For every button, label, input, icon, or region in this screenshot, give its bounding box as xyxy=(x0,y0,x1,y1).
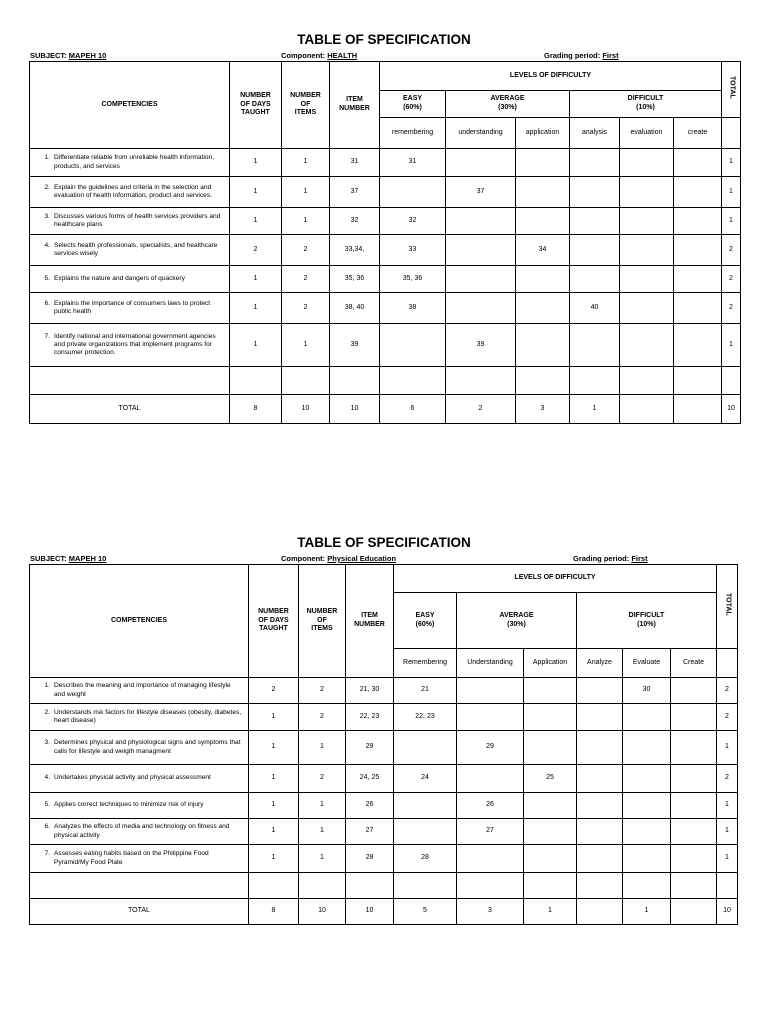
row-total-cell: 2 xyxy=(717,678,738,704)
application-cell xyxy=(524,819,577,845)
evaluation-cell xyxy=(623,704,671,731)
competency-number: 3. xyxy=(44,212,50,220)
table-row xyxy=(30,266,741,293)
item-number-cell: 26 xyxy=(346,793,394,819)
easy-header: EASY (60%) xyxy=(394,593,457,649)
total-application: 3 xyxy=(516,395,570,424)
evaluation-cell xyxy=(620,208,674,235)
days-taught-header: NUMBER OF DAYS TAUGHT xyxy=(230,62,282,149)
understanding-header: Understanding xyxy=(457,649,524,678)
competency-cell xyxy=(30,149,230,177)
items-count-cell: 1 xyxy=(299,819,346,845)
remembering-cell: 22, 23 xyxy=(394,704,457,731)
create-cell xyxy=(674,293,722,324)
remembering-cell xyxy=(380,324,446,367)
difficult-header: DIFFICULT (10%) xyxy=(570,91,722,118)
total-days: 8 xyxy=(249,899,299,925)
item-number-cell: 24, 25 xyxy=(346,765,394,793)
levels-of-difficulty-header: LEVELS OF DIFFICULTY xyxy=(394,565,717,593)
evaluation-cell: 30 xyxy=(623,678,671,704)
table-row xyxy=(30,819,738,845)
subject-value: MAPEH 10 xyxy=(68,554,107,563)
competencies-header: COMPETENCIES xyxy=(30,565,249,678)
days-taught-cell: 2 xyxy=(249,678,299,704)
understanding-cell: 26 xyxy=(457,793,524,819)
blank-row xyxy=(30,367,741,395)
grading-label: Grading period: xyxy=(573,554,630,563)
table-row xyxy=(30,731,738,765)
items-count-cell: 1 xyxy=(282,324,330,367)
remembering-cell xyxy=(380,177,446,208)
understanding-cell: 29 xyxy=(457,731,524,765)
remembering-header: Remembering xyxy=(394,649,457,678)
understanding-cell xyxy=(446,208,516,235)
items-count-cell: 1 xyxy=(299,793,346,819)
component-line xyxy=(281,51,357,60)
competency-number: 2. xyxy=(44,183,50,191)
item-number-cell: 21, 30 xyxy=(346,678,394,704)
create-cell xyxy=(674,235,722,266)
items-count-cell: 1 xyxy=(299,845,346,873)
grading-period-line xyxy=(573,554,648,563)
page-title: TABLE OF SPECIFICATION xyxy=(297,535,471,550)
create-header: create xyxy=(674,118,722,149)
grading-value: First xyxy=(602,51,619,60)
understanding-cell xyxy=(457,704,524,731)
remembering-header: remembering xyxy=(380,118,446,149)
item-number-cell: 28 xyxy=(346,845,394,873)
competency-cell xyxy=(30,266,230,293)
competency-rows xyxy=(30,678,738,873)
total-remembering: 5 xyxy=(394,899,457,925)
total-create xyxy=(674,395,722,424)
evaluation-cell xyxy=(623,819,671,845)
competency-number: 4. xyxy=(44,774,50,782)
remembering-cell: 21 xyxy=(394,678,457,704)
analysis-cell xyxy=(570,266,620,293)
competencies-header: COMPETENCIES xyxy=(30,62,230,149)
grading-period-line xyxy=(544,51,619,60)
total-create xyxy=(671,899,717,925)
total-understanding: 2 xyxy=(446,395,516,424)
days-taught-cell: 1 xyxy=(249,793,299,819)
understanding-cell xyxy=(446,293,516,324)
analysis-cell xyxy=(577,765,623,793)
remembering-cell: 24 xyxy=(394,765,457,793)
table-row xyxy=(30,235,741,266)
row-total-cell: 1 xyxy=(717,793,738,819)
competency-text: Selects health professionals, specialists, and healthcare services wisely xyxy=(54,241,218,257)
competency-cell xyxy=(30,177,230,208)
competency-cell xyxy=(30,793,249,819)
days-taught-cell: 1 xyxy=(230,177,282,208)
competency-number: 1. xyxy=(44,682,50,690)
analysis-header: analysis xyxy=(570,118,620,149)
create-cell xyxy=(674,149,722,177)
remembering-cell: 35, 36 xyxy=(380,266,446,293)
total-remembering: 6 xyxy=(380,395,446,424)
understanding-cell: 37 xyxy=(446,177,516,208)
row-total-cell: 1 xyxy=(722,208,741,235)
competency-cell xyxy=(30,819,249,845)
total-application: 1 xyxy=(524,899,577,925)
grading-label: Grading period: xyxy=(544,51,601,60)
item-number-cell: 33,34, xyxy=(330,235,380,266)
total-days: 8 xyxy=(230,395,282,424)
totals-row xyxy=(30,395,741,424)
application-header: application xyxy=(516,118,570,149)
days-taught-cell: 1 xyxy=(249,845,299,873)
competency-number: 6. xyxy=(44,823,50,831)
subject-label: SUBJECT: xyxy=(30,554,67,563)
application-cell xyxy=(524,845,577,873)
competency-text: Analyzes the effects of media and technology on fitness and physical activity xyxy=(54,823,230,839)
total-subheader xyxy=(717,649,738,678)
understanding-cell xyxy=(457,765,524,793)
item-number-header: ITEM NUMBER xyxy=(330,62,380,149)
competency-text: Identify national and international government agencies and private organizations that implement programs for consumer protection. xyxy=(54,332,216,357)
competency-text: Differentiate reliable from unreliable health information, products, and services xyxy=(54,154,215,170)
table-row xyxy=(30,293,741,324)
items-count-cell: 1 xyxy=(282,149,330,177)
competency-text: Assesses eating habits based on the Philippine Food Pyramid/My Food Plate xyxy=(54,850,209,866)
create-cell xyxy=(671,819,717,845)
days-taught-cell: 1 xyxy=(249,704,299,731)
row-total-cell: 1 xyxy=(722,324,741,367)
competency-number: 7. xyxy=(44,332,50,340)
evaluation-cell xyxy=(620,149,674,177)
days-taught-cell: 1 xyxy=(230,293,282,324)
number-of-items-header: NUMBER OF ITEMS xyxy=(282,62,330,149)
days-taught-cell: 1 xyxy=(230,208,282,235)
component-value: Physical Education xyxy=(327,554,397,563)
competency-number: 1. xyxy=(44,154,50,162)
understanding-cell xyxy=(457,845,524,873)
row-total-cell: 2 xyxy=(717,704,738,731)
table-row xyxy=(30,324,741,367)
application-cell xyxy=(524,678,577,704)
application-cell xyxy=(516,293,570,324)
item-number-cell: 27 xyxy=(346,819,394,845)
competency-text: Undertakes physical activity and physical assessment xyxy=(54,774,211,782)
competency-cell xyxy=(30,324,230,367)
total-analysis: 1 xyxy=(570,395,620,424)
items-count-cell: 1 xyxy=(282,208,330,235)
table-row xyxy=(30,845,738,873)
understanding-cell: 39 xyxy=(446,324,516,367)
competency-cell xyxy=(30,765,249,793)
row-total-cell: 1 xyxy=(717,731,738,765)
total-understanding: 3 xyxy=(457,899,524,925)
analysis-cell xyxy=(570,235,620,266)
competency-cell xyxy=(30,208,230,235)
evaluation-cell xyxy=(623,793,671,819)
table-row xyxy=(30,177,741,208)
analysis-cell xyxy=(570,324,620,367)
items-count-cell: 2 xyxy=(282,235,330,266)
create-cell xyxy=(671,793,717,819)
understanding-header: understanding xyxy=(446,118,516,149)
table-row xyxy=(30,149,741,177)
analysis-cell xyxy=(577,704,623,731)
evaluation-cell xyxy=(620,235,674,266)
competency-text: Determines physical and physiological signs and symptoms that calls for lifestyle and weigth managment xyxy=(54,739,241,755)
application-cell xyxy=(516,177,570,208)
competency-number: 2. xyxy=(44,708,50,716)
competency-cell xyxy=(30,235,230,266)
table-row xyxy=(30,704,738,731)
row-total-cell: 2 xyxy=(717,765,738,793)
component-line xyxy=(281,554,396,563)
table-row xyxy=(30,678,738,704)
average-header: AVERAGE (30%) xyxy=(446,91,570,118)
analysis-cell xyxy=(577,793,623,819)
analysis-cell xyxy=(577,731,623,765)
subject-line xyxy=(30,554,106,563)
remembering-cell xyxy=(394,731,457,765)
analysis-cell xyxy=(577,845,623,873)
table-row xyxy=(30,765,738,793)
days-taught-cell: 2 xyxy=(230,235,282,266)
items-count-cell: 1 xyxy=(282,177,330,208)
total-item-number: 10 xyxy=(330,395,380,424)
total-evaluate: 1 xyxy=(623,899,671,925)
total-analyze xyxy=(577,899,623,925)
application-header: Application xyxy=(524,649,577,678)
analysis-cell xyxy=(570,149,620,177)
row-total-cell: 2 xyxy=(722,293,741,324)
analysis-cell xyxy=(577,819,623,845)
total-item-number: 10 xyxy=(346,899,394,925)
row-total-cell: 2 xyxy=(722,235,741,266)
create-cell xyxy=(671,845,717,873)
competency-text: Discusses various forms of health services providers and healthcare plans xyxy=(54,212,221,228)
application-cell: 34 xyxy=(516,235,570,266)
item-number-cell: 39 xyxy=(330,324,380,367)
total-subheader xyxy=(722,118,741,149)
evaluation-cell xyxy=(620,293,674,324)
evaluate-header: Evaluate xyxy=(623,649,671,678)
competency-text: Explains the importance of consumers laws to protect public health xyxy=(54,299,211,315)
remembering-cell: 31 xyxy=(380,149,446,177)
remembering-cell xyxy=(394,819,457,845)
totals-row xyxy=(30,899,738,925)
grand-total: 10 xyxy=(722,395,741,424)
row-total-cell: 2 xyxy=(722,266,741,293)
item-number-cell: 31 xyxy=(330,149,380,177)
subject-line xyxy=(30,51,106,60)
evaluation-cell xyxy=(623,765,671,793)
analysis-cell xyxy=(570,208,620,235)
items-count-cell: 2 xyxy=(299,678,346,704)
row-total-cell: 1 xyxy=(717,819,738,845)
competency-text: Explains the nature and dangers of quackery xyxy=(54,274,185,282)
remembering-cell: 38 xyxy=(380,293,446,324)
row-total-cell: 1 xyxy=(717,845,738,873)
evaluation-cell xyxy=(620,324,674,367)
subject-label: SUBJECT: xyxy=(30,51,67,60)
remembering-cell: 32 xyxy=(380,208,446,235)
create-cell xyxy=(674,177,722,208)
create-cell xyxy=(674,324,722,367)
competency-rows xyxy=(30,149,741,367)
application-cell xyxy=(524,793,577,819)
create-cell xyxy=(674,208,722,235)
blank-row xyxy=(30,873,738,899)
component-label: Component: xyxy=(281,51,326,60)
competency-text: Understands risk factors for lifestyle diseases (obesity, diabetes, heart disease) xyxy=(54,708,242,724)
application-cell xyxy=(516,208,570,235)
understanding-cell: 27 xyxy=(457,819,524,845)
competency-number: 5. xyxy=(44,801,50,809)
table-row xyxy=(30,208,741,235)
total-label: TOTAL xyxy=(30,899,249,925)
item-number-cell: 35, 36 xyxy=(330,266,380,293)
understanding-cell xyxy=(446,149,516,177)
competency-cell xyxy=(30,845,249,873)
items-count-cell: 2 xyxy=(299,765,346,793)
application-cell xyxy=(524,704,577,731)
create-cell xyxy=(671,765,717,793)
evaluation-cell xyxy=(620,266,674,293)
application-cell xyxy=(524,731,577,765)
create-cell xyxy=(671,731,717,765)
remembering-cell: 33 xyxy=(380,235,446,266)
item-number-cell: 38, 40 xyxy=(330,293,380,324)
competency-number: 7. xyxy=(44,850,50,858)
days-taught-header: NUMBER OF DAYS TAUGHT xyxy=(249,565,299,678)
evaluation-cell xyxy=(623,731,671,765)
days-taught-cell: 1 xyxy=(230,149,282,177)
page-title: TABLE OF SPECIFICATION xyxy=(297,32,471,47)
item-number-cell: 32 xyxy=(330,208,380,235)
items-count-cell: 1 xyxy=(299,731,346,765)
competency-cell xyxy=(30,293,230,324)
total-header: TOTAL xyxy=(717,565,738,649)
levels-of-difficulty-header: LEVELS OF DIFFICULTY xyxy=(380,62,722,91)
competency-number: 3. xyxy=(44,739,50,747)
component-value: HEALTH xyxy=(327,51,358,60)
number-of-items-header: NUMBER OF ITEMS xyxy=(299,565,346,678)
days-taught-cell: 1 xyxy=(249,765,299,793)
application-cell xyxy=(516,149,570,177)
days-taught-cell: 1 xyxy=(249,731,299,765)
table-row xyxy=(30,793,738,819)
competency-text: Explain the guidelines and criteria in the selection and evaluation of health information, product and services. xyxy=(54,183,212,199)
evaluation-cell xyxy=(623,845,671,873)
row-total-cell: 1 xyxy=(722,149,741,177)
evaluation-header: evaluation xyxy=(620,118,674,149)
days-taught-cell: 1 xyxy=(230,324,282,367)
grading-value: First xyxy=(631,554,648,563)
total-label: TOTAL xyxy=(30,395,230,424)
item-number-cell: 29 xyxy=(346,731,394,765)
application-cell xyxy=(516,266,570,293)
competency-text: Applies correct techniques to minimize risk of injury xyxy=(54,801,204,809)
create-header: Create xyxy=(671,649,717,678)
items-count-cell: 2 xyxy=(299,704,346,731)
days-taught-cell: 1 xyxy=(230,266,282,293)
create-cell xyxy=(671,704,717,731)
analysis-cell: 40 xyxy=(570,293,620,324)
understanding-cell xyxy=(457,678,524,704)
analysis-cell xyxy=(577,678,623,704)
remembering-cell xyxy=(394,793,457,819)
create-cell xyxy=(671,678,717,704)
component-label: Component: xyxy=(281,554,326,563)
total-items: 10 xyxy=(282,395,330,424)
understanding-cell xyxy=(446,266,516,293)
analysis-cell xyxy=(570,177,620,208)
item-number-cell: 37 xyxy=(330,177,380,208)
easy-header: EASY (60%) xyxy=(380,91,446,118)
competency-cell xyxy=(30,678,249,704)
application-cell xyxy=(516,324,570,367)
difficult-header: DIFFICULT (10%) xyxy=(577,593,717,649)
competency-number: 6. xyxy=(44,299,50,307)
specification-table xyxy=(29,61,741,424)
competency-cell xyxy=(30,731,249,765)
application-cell: 25 xyxy=(524,765,577,793)
item-number-header: ITEM NUMBER xyxy=(346,565,394,678)
subject-value: MAPEH 10 xyxy=(68,51,107,60)
competency-number: 4. xyxy=(44,241,50,249)
item-number-cell: 22, 23 xyxy=(346,704,394,731)
row-total-cell: 1 xyxy=(722,177,741,208)
understanding-cell xyxy=(446,235,516,266)
total-evaluation xyxy=(620,395,674,424)
grand-total: 10 xyxy=(717,899,738,925)
competency-number: 5. xyxy=(44,274,50,282)
specification-table xyxy=(29,564,738,925)
items-count-cell: 2 xyxy=(282,293,330,324)
average-header: AVERAGE (30%) xyxy=(457,593,577,649)
total-items: 10 xyxy=(299,899,346,925)
remembering-cell: 28 xyxy=(394,845,457,873)
items-count-cell: 2 xyxy=(282,266,330,293)
evaluation-cell xyxy=(620,177,674,208)
days-taught-cell: 1 xyxy=(249,819,299,845)
create-cell xyxy=(674,266,722,293)
competency-text: Describes the meaning and importance of managing lifestyle and weight xyxy=(54,682,231,698)
competency-cell xyxy=(30,704,249,731)
total-header: TOTAL xyxy=(722,62,741,118)
analyze-header: Analyze xyxy=(577,649,623,678)
